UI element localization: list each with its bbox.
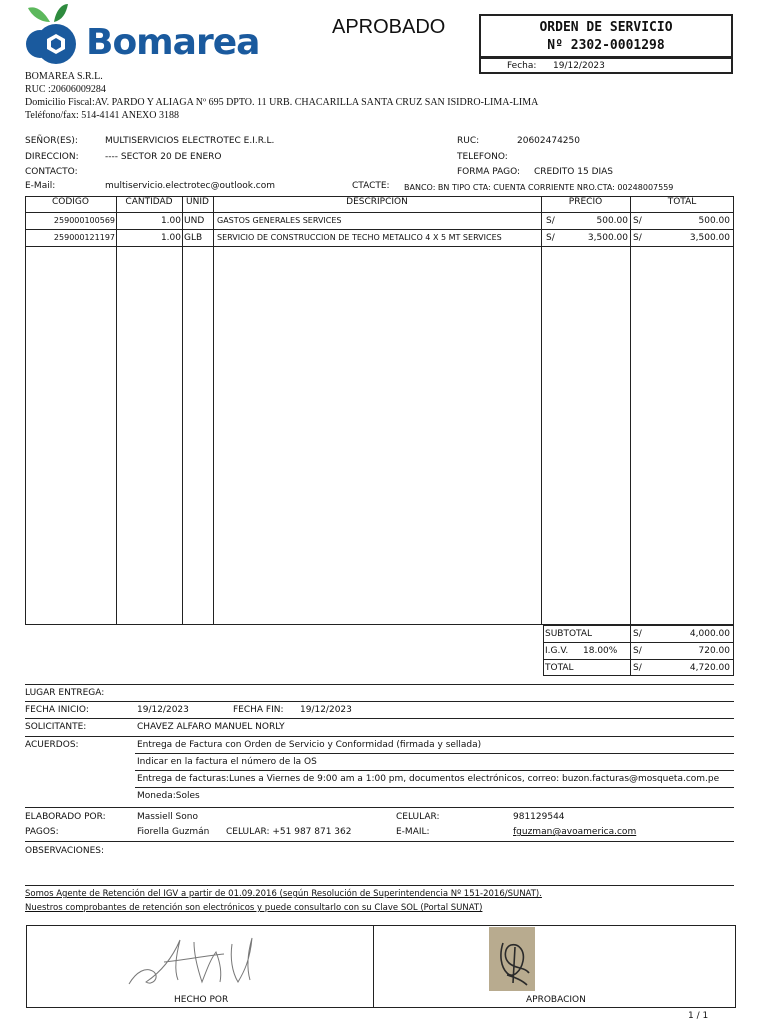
celular-label: CELULAR: [396, 812, 440, 822]
order-box [479, 14, 733, 58]
row-divider [25, 246, 734, 247]
email-label: E-Mail: [25, 181, 56, 191]
supplier-ruc: 20602474250 [517, 136, 580, 146]
fecha-inicio-label: FECHA INICIO: [25, 705, 89, 715]
acuerdo-item: Moneda:Soles [137, 791, 200, 801]
page-number: 1 / 1 [688, 1011, 709, 1021]
contacto-label: CONTACTO: [25, 167, 78, 177]
igv-rate: 18.00% [583, 646, 618, 656]
row-descripcion: GASTOS GENERALES SERVICES [217, 216, 342, 225]
col-divider [213, 196, 214, 625]
section-divider [25, 684, 734, 685]
approval-signature-image [489, 927, 535, 991]
ctacte-label: CTACTE: [352, 181, 390, 191]
pagos-label: PAGOS: [25, 827, 59, 837]
subtotal-value: 4,000.00 [689, 629, 730, 639]
pagos-email-link[interactable]: fguzman@avoamerica.com [513, 827, 637, 837]
row-codigo: 259000100569 [53, 216, 115, 225]
row-total-currency: S/ [633, 216, 642, 226]
col-divider [116, 196, 117, 625]
ruc-label: RUC: [457, 136, 480, 146]
forma-pago-label: FORMA PAGO: [457, 167, 521, 177]
total-currency: S/ [633, 663, 642, 673]
header-cantidad: CANTIDAD [125, 197, 173, 207]
supplier-name: MULTISERVICIOS ELECTROTEC E.I.R.L. [105, 136, 275, 146]
row-total: 3,500.00 [689, 233, 730, 243]
section-divider [25, 807, 734, 808]
items-table [25, 196, 734, 625]
status-text: APROBADO [332, 16, 446, 38]
row-unid: UND [184, 216, 205, 226]
hecho-por-label: HECHO POR [174, 995, 229, 1005]
company-ruc: RUC :20606009284 [25, 84, 106, 95]
igv-label: I.G.V. [545, 646, 569, 656]
direccion-label: DIRECCION: [25, 152, 79, 162]
acuerdo-item: Indicar en la factura el número de la OS [137, 757, 317, 767]
solicitante-label: SOLICITANTE: [25, 722, 87, 732]
order-number: Nº 2302-0001298 [547, 38, 665, 53]
elaborado-label: ELABORADO POR: [25, 812, 106, 822]
company-address: Domicilio Fiscal:AV. PARDO Y ALIAGA Nº 695 DPTO. 11 URB. CHACARILLA SANTA CRUZ SAN ISIDRO-LIMA-LIMA [25, 97, 539, 108]
senores-label: SEÑOR(ES): [25, 136, 78, 146]
row-total-currency: S/ [633, 233, 642, 243]
company-logo [22, 4, 272, 66]
row-total: 500.00 [698, 216, 730, 226]
retention-note: Somos Agente de Retención del IGV a partir de 01.09.2016 (según Resolución de Superintendencia Nº 151-2016/SUNAT). [25, 889, 542, 899]
row-codigo: 259000121197 [53, 233, 115, 242]
signature-divider [373, 925, 374, 1008]
pagos-celular: CELULAR: +51 987 871 362 [226, 827, 352, 837]
acuerdo-item: Entrega de facturas:Lunes a Viernes de 9:00 am a 1:00 pm, documentos electrónicos, correo: buzon.facturas@mosqueta.com.pe [137, 774, 720, 784]
igv-currency: S/ [633, 646, 642, 656]
row-precio: 500.00 [596, 216, 628, 226]
header-precio: PRECIO [568, 197, 603, 207]
header-unid: UNID [186, 197, 209, 207]
fecha-inicio: 19/12/2023 [137, 705, 189, 715]
pagos: Fiorella Guzmán [137, 827, 210, 837]
total-value: 4,720.00 [689, 663, 730, 673]
row-cantidad: 1.00 [160, 216, 181, 226]
supplier-email: multiservicio.electrotec@outlook.com [105, 181, 276, 191]
celular: 981129544 [513, 812, 565, 822]
row-unid: GLB [184, 233, 203, 243]
order-title: ORDEN DE SERVICIO [539, 20, 673, 35]
brand-name: Bomarea [86, 22, 260, 63]
header-total: TOTAL [667, 197, 697, 207]
section-divider [135, 787, 734, 788]
order-date-box [479, 57, 733, 74]
observaciones-label: OBSERVACIONES: [25, 846, 105, 856]
total-label: TOTAL [545, 663, 574, 673]
row-divider [25, 229, 734, 230]
row-descripcion: SERVICIO DE CONSTRUCCION DE TECHO METALICO 4 X 5 MT SERVICES [217, 233, 502, 242]
row-cantidad: 1.00 [160, 233, 181, 243]
retention-note: Nuestros comprobantes de retención son electrónicos y puede consultarlo con su Clave SOL (Portal SUNAT) [25, 903, 483, 913]
subtotal-currency: S/ [633, 629, 642, 639]
col-divider [182, 196, 183, 625]
company-phone: Teléfono/fax: 514-4141 ANEXO 3188 [25, 110, 179, 121]
row-precio-currency: S/ [546, 233, 555, 243]
telefono-label: TELEFONO: [457, 152, 508, 162]
elaborado: Massiell Sono [137, 812, 198, 822]
table-header-divider [25, 212, 734, 213]
fecha-fin-label: FECHA FIN: [233, 705, 284, 715]
col-divider [541, 196, 542, 625]
section-divider [25, 701, 734, 702]
totals-row-divider [543, 642, 734, 643]
logo-icon [22, 4, 86, 66]
igv-value: 720.00 [698, 646, 730, 656]
totals-divider [630, 625, 631, 676]
email-label-pagos: E-MAIL: [396, 827, 430, 837]
lugar-label: LUGAR ENTREGA: [25, 688, 105, 698]
section-divider [25, 841, 734, 842]
subtotal-label: SUBTOTAL [545, 629, 593, 639]
col-divider [630, 196, 631, 625]
header-descripcion: DESCRIPCION [346, 197, 408, 207]
forma-pago: CREDITO 15 DIAS [534, 167, 614, 177]
section-divider [25, 736, 734, 737]
section-divider [135, 753, 734, 754]
acuerdos-label: ACUERDOS: [25, 740, 79, 750]
header-codigo: CODIGO [51, 197, 89, 207]
totals-row-divider [543, 659, 734, 660]
supplier-address: ---- SECTOR 20 DE ENERO [105, 152, 222, 162]
order-date-label: Fecha: [507, 61, 537, 71]
row-precio: 3,500.00 [587, 233, 628, 243]
section-divider [25, 718, 734, 719]
section-divider [25, 885, 734, 886]
solicitante: CHAVEZ ALFARO MANUEL NORLY [137, 722, 285, 732]
ctacte-value: BANCO: BN TIPO CTA: CUENTA CORRIENTE NRO.CTA: 00248007559 [404, 183, 674, 192]
fecha-fin: 19/12/2023 [300, 705, 352, 715]
aprobacion-label: APROBACION [526, 995, 586, 1005]
acuerdo-item: Entrega de Factura con Orden de Servicio y Conformidad (firmada y sellada) [137, 740, 482, 750]
company-name: BOMAREA S.R.L. [25, 71, 103, 82]
row-precio-currency: S/ [546, 216, 555, 226]
order-date: 19/12/2023 [553, 61, 605, 71]
section-divider [135, 770, 734, 771]
signature-image [124, 932, 274, 992]
